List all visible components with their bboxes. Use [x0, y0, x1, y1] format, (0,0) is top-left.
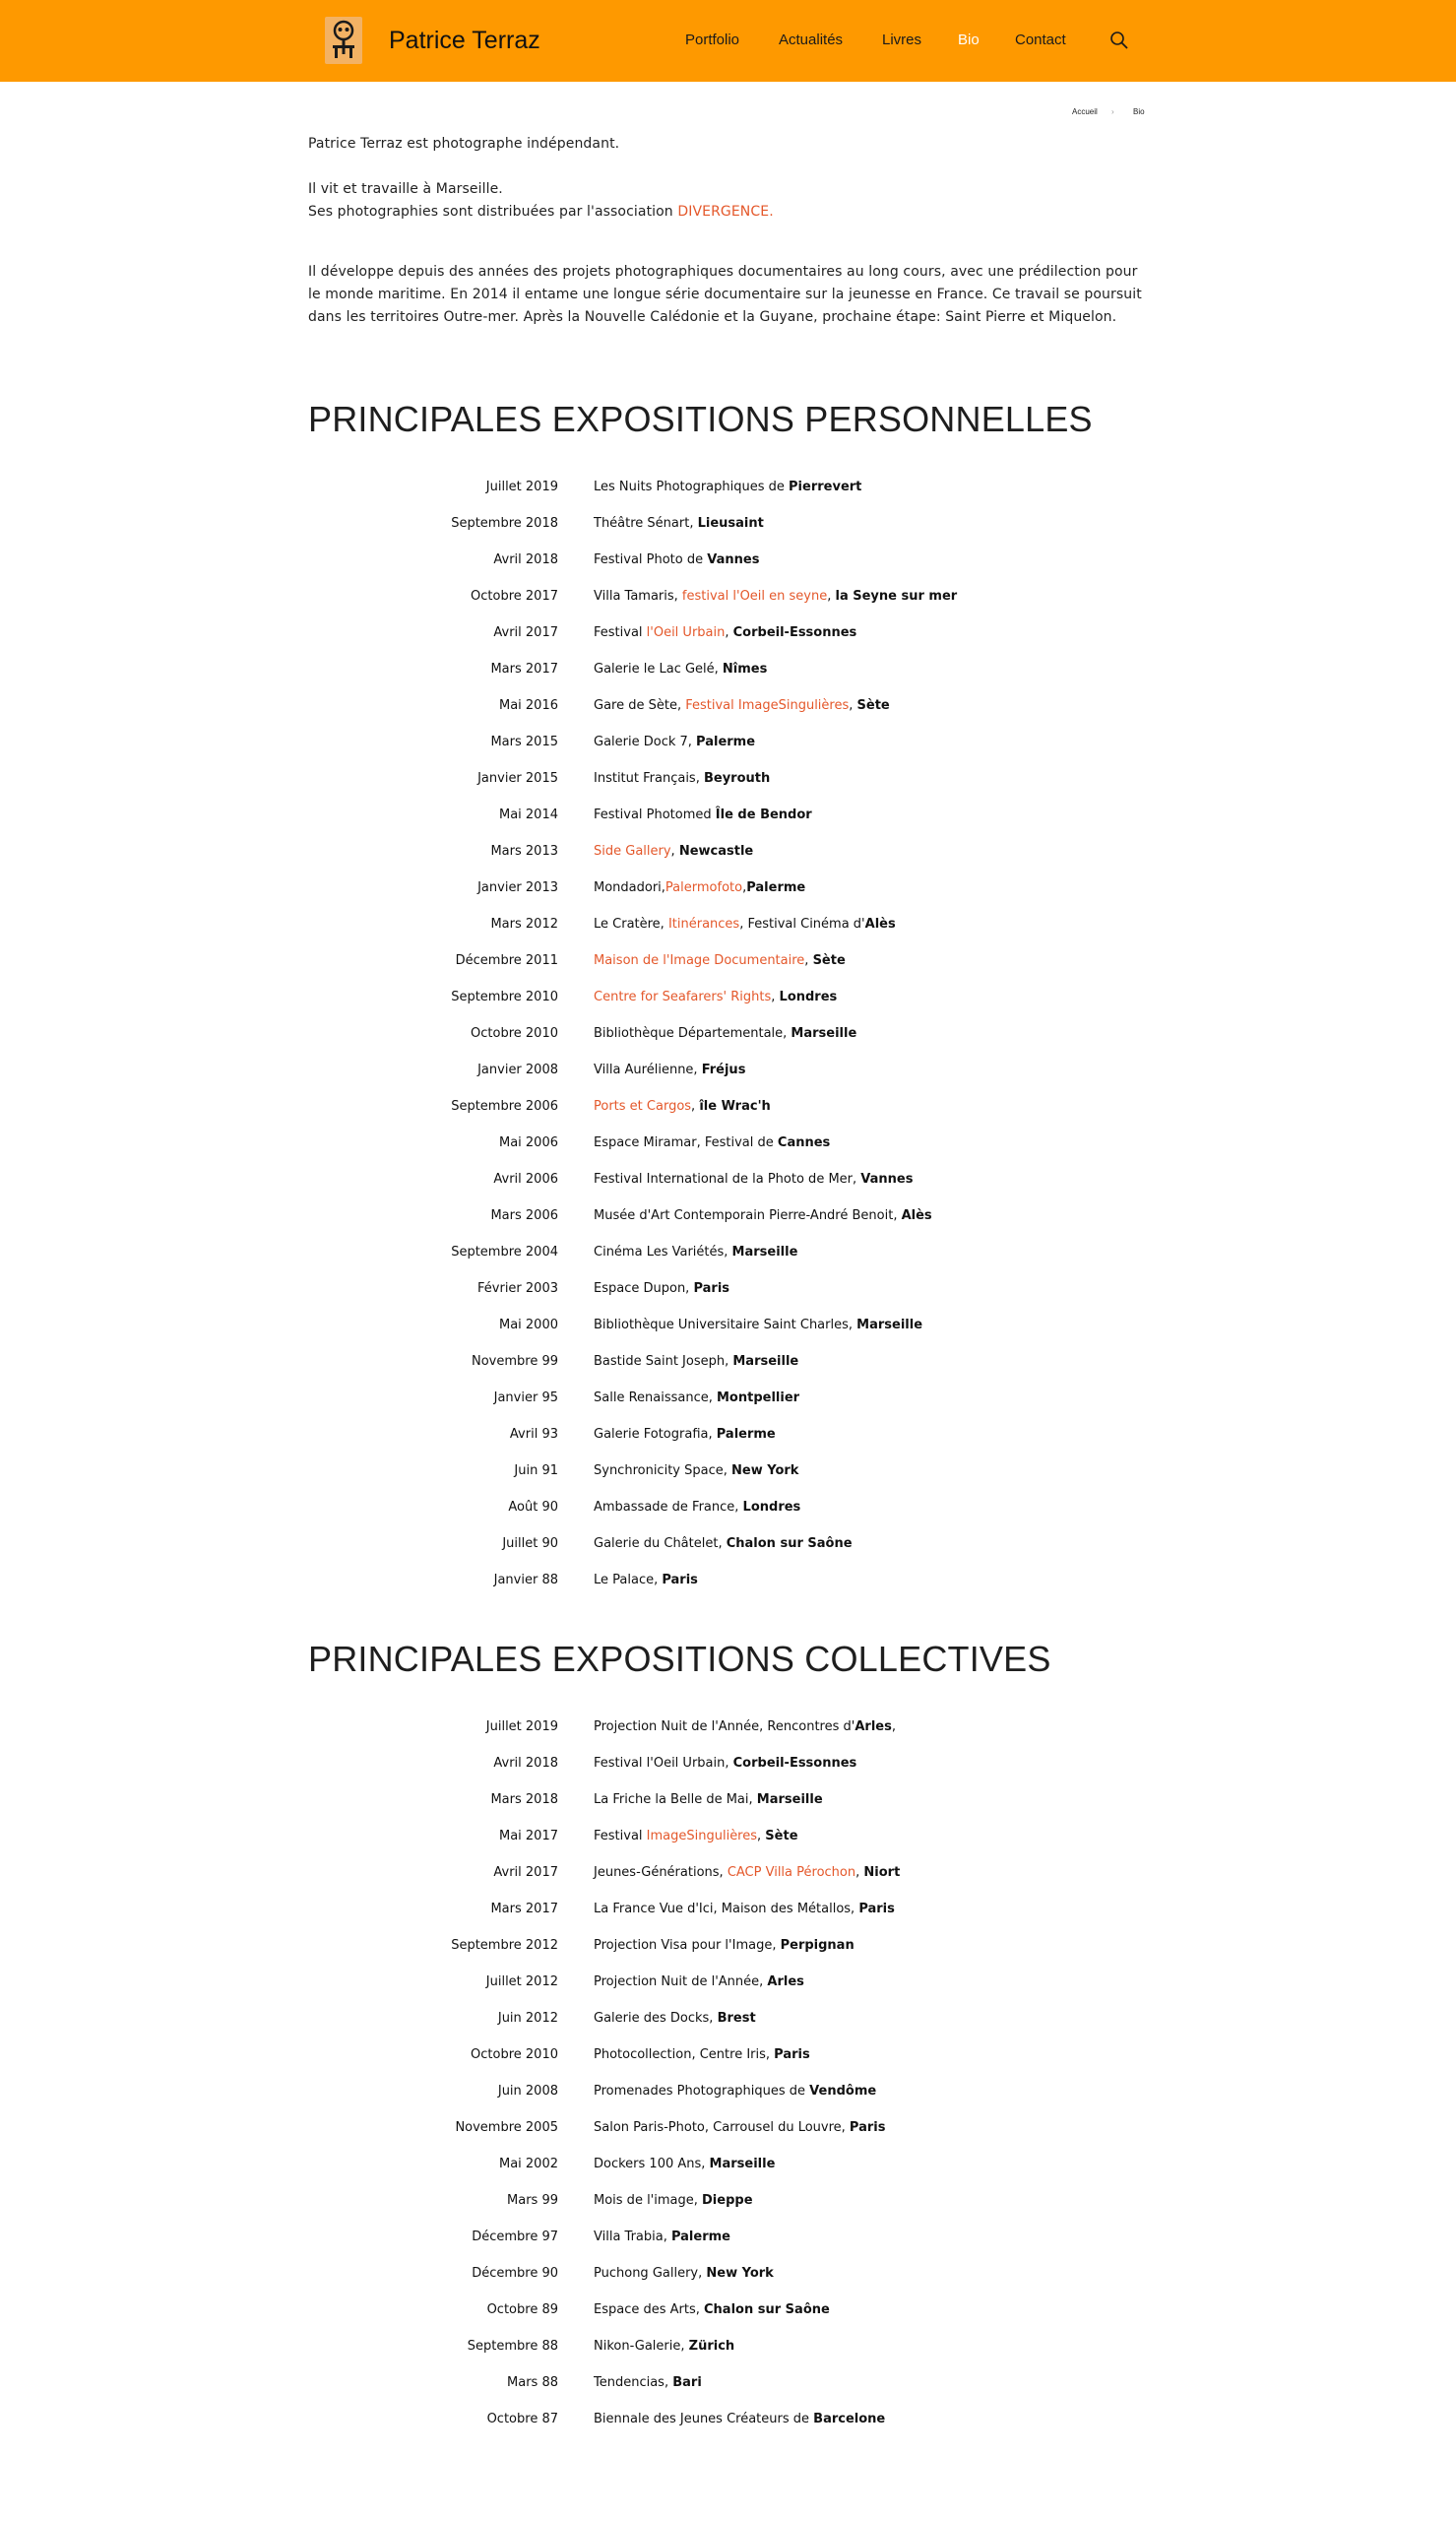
exhibition-date: Mars 2013: [490, 844, 558, 859]
exhibition-venue-text: Promenades Photographiques de: [594, 2084, 810, 2099]
exhibition-venue: [594, 1351, 798, 1373]
exhibition-date: Mai 2000: [498, 1318, 558, 1332]
exhibition-city: Paris: [858, 1902, 895, 1916]
exhibition-venue: [594, 549, 759, 571]
exhibition-venue: [594, 1497, 800, 1519]
nav-livres[interactable]: Livres: [882, 32, 922, 48]
exhibition-venue: [594, 1169, 913, 1191]
exhibition-date: Janvier 2013: [477, 880, 558, 895]
exhibition-row: [0, 1789, 1456, 1811]
exhibition-venue-text: Mois de l'image,: [594, 2193, 703, 2208]
exhibition-city: Marseille: [732, 1354, 799, 1369]
exhibition-row: [0, 1826, 1456, 1847]
exhibition-row: [0, 950, 1456, 972]
exhibition-date: Avril 2006: [493, 1172, 558, 1187]
exhibition-venue: [594, 2008, 756, 2030]
exhibition-row: [0, 1096, 1456, 1118]
exhibition-row: [0, 2372, 1456, 2394]
exhibition-city: Paris: [662, 1573, 698, 1587]
logo-figure-icon: [325, 17, 362, 64]
exhibition-city: Palerme: [716, 1427, 776, 1442]
exhibition-city: Sète: [856, 698, 890, 713]
exhibition-row: [0, 1460, 1456, 1482]
exhibition-date: Décembre 2011: [455, 953, 558, 968]
exhibition-row: [0, 549, 1456, 571]
exhibition-venue: [594, 2227, 730, 2248]
exhibition-venue-text: Festival l'Oeil Urbain,: [594, 1756, 733, 1771]
exhibition-venue: [594, 1753, 856, 1775]
exhibition-venue: [594, 1278, 729, 1300]
exhibition-date: Juillet 2012: [485, 1974, 558, 1989]
exhibition-venue: [594, 1096, 771, 1118]
exhibition-venue-text: Mondadori,: [594, 880, 665, 895]
exhibition-link[interactable]: l'Oeil Urbain: [646, 625, 726, 640]
exhibition-venue-text: La France Vue d'Ici, Maison des Métallos,: [594, 1902, 859, 1916]
exhibition-city: Corbeil-Essonnes: [732, 625, 857, 640]
exhibition-date: Septembre 2006: [451, 1099, 558, 1114]
exhibition-venue-text: Salle Renaissance,: [594, 1390, 717, 1405]
exhibition-link[interactable]: Centre for Seafarers' Rights: [594, 990, 772, 1004]
exhibition-venue-text: Espace Miramar, Festival de: [594, 1135, 778, 1150]
exhibition-venue-text: Théâtre Sénart,: [594, 516, 698, 531]
site-logo[interactable]: [325, 17, 362, 64]
exhibition-city: Marseille: [791, 1026, 857, 1041]
exhibition-date: Mars 2018: [490, 1792, 558, 1807]
exhibition-city: Brest: [717, 2011, 756, 2026]
exhibition-city: Arles: [855, 1719, 892, 1734]
breadcrumb-current: Bio: [1133, 107, 1145, 116]
exhibition-venue: [594, 695, 890, 717]
exhibition-city: Beyrouth: [703, 771, 771, 786]
exhibition-date: Décembre 97: [472, 2230, 558, 2244]
exhibition-city: la Seyne sur mer: [835, 589, 958, 604]
exhibition-date: Décembre 90: [472, 2266, 558, 2281]
exhibition-city: New York: [706, 2266, 774, 2281]
exhibition-venue: [594, 2154, 775, 2175]
exhibition-city: Marseille: [731, 1245, 798, 1260]
exhibition-row: [0, 1351, 1456, 1373]
exhibition-venue-text: ,: [771, 990, 780, 1004]
exhibition-row: [0, 2154, 1456, 2175]
exhibition-city: Zürich: [688, 2339, 735, 2354]
exhibition-city: Vendôme: [809, 2084, 877, 2099]
exhibition-row: [0, 987, 1456, 1008]
exhibition-venue-text: Bastide Saint Joseph,: [594, 1354, 733, 1369]
exhibition-row: [0, 2117, 1456, 2139]
exhibition-date: Avril 2018: [493, 552, 558, 567]
exhibition-date: Avril 2017: [493, 1865, 558, 1880]
exhibition-venue-text: ,: [691, 1099, 700, 1114]
exhibition-city: Arles: [767, 1974, 804, 1989]
exhibition-venue: [594, 1862, 900, 1884]
exhibition-venue-text: Dockers 100 Ans,: [594, 2157, 710, 2171]
exhibition-date: Janvier 2015: [477, 771, 558, 786]
exhibition-row: [0, 805, 1456, 826]
exhibition-city: Montpellier: [717, 1390, 800, 1405]
exhibition-city: île Wrac'h: [699, 1099, 771, 1114]
exhibition-row: [0, 1862, 1456, 1884]
exhibition-date: Juillet 90: [502, 1536, 558, 1551]
exhibition-venue-text: Espace des Arts,: [594, 2302, 705, 2317]
exhibition-date: Octobre 2010: [471, 1026, 558, 1041]
exhibition-city: Dieppe: [702, 2193, 753, 2208]
exhibition-venue: [594, 2190, 753, 2212]
exhibition-venue-text: ,: [804, 953, 813, 968]
exhibition-row: [0, 2336, 1456, 2358]
top-header-bar: [0, 0, 1456, 82]
exhibition-date: Octobre 2017: [471, 589, 558, 604]
exhibition-row: [0, 2044, 1456, 2066]
exhibition-venue-text: Tendencias,: [594, 2375, 673, 2390]
exhibition-venue: [594, 1716, 896, 1738]
intro-line-3-prefix: Ses photographies sont distribuées par l'association: [308, 204, 678, 220]
exhibition-date: Juin 91: [514, 1463, 558, 1478]
exhibition-venue-text: Projection Nuit de l'Année, Rencontres d': [594, 1719, 855, 1734]
exhibition-row: [0, 1315, 1456, 1336]
exhibition-date: Novembre 2005: [455, 2120, 558, 2135]
exhibition-venue-text: Festival: [594, 1829, 647, 1843]
personal-exhibitions-title: PRINCIPALES EXPOSITIONS PERSONNELLES: [308, 399, 1093, 439]
exhibition-venue-text: Villa Tamaris,: [594, 589, 682, 604]
exhibition-venue-text: Villa Trabia,: [594, 2230, 671, 2244]
exhibition-venue-text: ,: [670, 844, 679, 859]
exhibition-venue: [594, 622, 856, 644]
exhibition-date: Octobre 89: [486, 2302, 558, 2317]
exhibition-city: Londres: [779, 990, 838, 1004]
exhibition-row: [0, 1424, 1456, 1446]
exhibition-city: Paris: [774, 2047, 810, 2062]
exhibition-venue-text: Le Cratère,: [594, 917, 668, 932]
exhibition-city: Alès: [864, 917, 896, 932]
exhibition-venue-text: ,: [855, 1865, 864, 1880]
exhibition-row: [0, 2190, 1456, 2212]
exhibition-date: Janvier 88: [493, 1573, 558, 1587]
exhibition-row: [0, 1060, 1456, 1081]
exhibition-venue: [594, 1899, 895, 1920]
exhibition-venue: [594, 1460, 798, 1482]
exhibition-venue: [594, 1315, 922, 1336]
exhibition-venue: [594, 914, 896, 936]
exhibition-venue: [594, 732, 755, 753]
exhibition-link[interactable]: festival l'Oeil en seyne: [681, 589, 828, 604]
exhibition-row: [0, 1899, 1456, 1920]
exhibition-row: [0, 695, 1456, 717]
exhibition-venue: [594, 659, 767, 680]
divergence-link[interactable]: DIVERGENCE: [677, 204, 770, 220]
exhibition-venue-text: ,: [891, 1719, 896, 1734]
exhibition-city: Marseille: [856, 1318, 923, 1332]
exhibition-date: Mars 2012: [490, 917, 558, 932]
exhibition-city: Lieusaint: [697, 516, 764, 531]
exhibition-date: Mars 2015: [490, 735, 558, 749]
exhibition-venue-text: Festival: [594, 625, 647, 640]
exhibition-venue: [594, 2372, 702, 2394]
intro-paragraph: Il développe depuis des années des projets photographiques documentaires au long cours, avec une prédilection pour le monde maritime. En 2014 il entame une longue série documentaire sur la jeunesse en France. Ce travail se poursuit dans les territoires Outre-mer. Après la Nouvelle Calédonie et la Guyane, prochaine étape: Saint Pierre et Miquelon.: [308, 264, 1142, 325]
exhibition-row: [0, 1205, 1456, 1227]
breadcrumb-home[interactable]: Accueil: [1072, 107, 1098, 116]
exhibition-venue-text: La Friche la Belle de Mai,: [594, 1792, 757, 1807]
intro-line-2: Il vit et travaille à Marseille.: [308, 181, 503, 197]
exhibition-row: [0, 659, 1456, 680]
exhibition-venue-text: Festival Photomed: [594, 808, 716, 822]
exhibition-venue-text: , Festival Cinéma d': [739, 917, 865, 932]
exhibition-city: Marseille: [756, 1792, 823, 1807]
exhibition-city: Palerme: [746, 880, 806, 895]
exhibition-row: [0, 1753, 1456, 1775]
exhibition-link[interactable]: ImageSingulières: [646, 1829, 758, 1843]
exhibition-row: [0, 1278, 1456, 1300]
exhibition-row: [0, 1972, 1456, 1993]
exhibition-date: Septembre 2018: [451, 516, 558, 531]
exhibition-venue-text: Jeunes-Générations,: [594, 1865, 728, 1880]
exhibition-date: Janvier 95: [493, 1390, 558, 1405]
exhibition-city: Corbeil-Essonnes: [732, 1756, 857, 1771]
exhibition-row: [0, 1388, 1456, 1409]
exhibition-row: [0, 477, 1456, 498]
exhibition-link[interactable]: Festival ImageSingulières: [685, 698, 850, 713]
exhibition-date: Mars 88: [507, 2375, 558, 2390]
exhibition-date: Mai 2014: [498, 808, 558, 822]
exhibition-row: [0, 622, 1456, 644]
exhibition-venue: [594, 2081, 876, 2102]
exhibition-city: Nîmes: [722, 662, 768, 677]
exhibition-venue-text: Nikon-Galerie,: [594, 2339, 689, 2354]
exhibition-venue-text: Gare de Sète,: [594, 698, 686, 713]
exhibition-link[interactable]: Side Gallery: [594, 844, 671, 859]
exhibition-row: [0, 1023, 1456, 1045]
exhibition-row: [0, 914, 1456, 936]
exhibition-date: Mai 2016: [498, 698, 558, 713]
exhibition-date: Mars 99: [507, 2193, 558, 2208]
exhibition-venue: [594, 513, 764, 535]
exhibition-venue-text: ,: [725, 625, 733, 640]
exhibition-venue-text: Salon Paris-Photo, Carrousel du Louvre,: [594, 2120, 850, 2135]
exhibition-date: Octobre 87: [486, 2412, 558, 2426]
exhibition-venue-text: Galerie Fotografia,: [594, 1427, 717, 1442]
site-title[interactable]: Patrice Terraz: [389, 27, 540, 54]
exhibition-city: Newcastle: [678, 844, 754, 859]
exhibition-venue: [594, 768, 770, 790]
exhibition-city: Sète: [765, 1829, 798, 1843]
exhibition-venue-text: Galerie Dock 7,: [594, 735, 697, 749]
exhibition-date: Mai 2002: [498, 2157, 558, 2171]
exhibition-venue: [594, 1242, 797, 1263]
exhibition-venue-text: Villa Aurélienne,: [594, 1063, 702, 1077]
exhibition-venue-text: Bibliothèque Universitaire Saint Charles,: [594, 1318, 857, 1332]
exhibition-date: Février 2003: [477, 1281, 558, 1296]
exhibition-date: Avril 2017: [493, 625, 558, 640]
exhibition-venue: [594, 1060, 745, 1081]
exhibition-venue: [594, 2263, 774, 2285]
intro-line-3-suffix: .: [769, 204, 774, 220]
exhibition-row: [0, 2409, 1456, 2430]
exhibition-venue-text: Cinéma Les Variétés,: [594, 1245, 732, 1260]
exhibition-venue: [594, 1972, 804, 1993]
exhibition-venue-text: Ambassade de France,: [594, 1500, 743, 1515]
exhibition-venue: [594, 987, 837, 1008]
exhibition-venue-text: Bibliothèque Départementale,: [594, 1026, 791, 1041]
exhibition-venue-text: Espace Dupon,: [594, 1281, 694, 1296]
exhibition-venue-text: Synchronicity Space,: [594, 1463, 731, 1478]
exhibition-venue-text: ,: [742, 880, 747, 895]
intro-line-1: Patrice Terraz est photographe indépendant.: [308, 136, 620, 152]
exhibition-venue: [594, 2117, 885, 2139]
exhibition-city: Barcelone: [813, 2412, 886, 2426]
exhibition-venue: [594, 2336, 734, 2358]
exhibition-venue-text: ,: [757, 1829, 766, 1843]
exhibition-venue: [594, 1533, 853, 1555]
exhibition-venue-text: Les Nuits Photographiques de: [594, 480, 790, 494]
exhibition-venue: [594, 2299, 830, 2321]
exhibition-row: [0, 1570, 1456, 1591]
exhibition-date: Novembre 99: [471, 1354, 558, 1369]
exhibition-venue-text: Galerie du Châtelet,: [594, 1536, 727, 1551]
exhibition-city: Paris: [693, 1281, 730, 1296]
exhibition-venue-text: Puchong Gallery,: [594, 2266, 707, 2281]
exhibition-row: [0, 1533, 1456, 1555]
exhibition-row: [0, 768, 1456, 790]
intro-line-3: [308, 201, 774, 224]
exhibition-city: New York: [731, 1463, 799, 1478]
exhibition-row: [0, 2299, 1456, 2321]
exhibition-venue-text: ,: [827, 589, 836, 604]
exhibition-row: [0, 1935, 1456, 1957]
breadcrumb-separator: ›: [1111, 107, 1114, 116]
exhibition-row: [0, 841, 1456, 863]
exhibition-link[interactable]: Itinérances: [667, 917, 740, 932]
exhibition-date: Mars 2017: [490, 1902, 558, 1916]
exhibition-date: Septembre 88: [467, 2339, 558, 2354]
exhibition-venue-text: Le Palace,: [594, 1573, 663, 1587]
exhibition-city: Vannes: [860, 1172, 914, 1187]
exhibition-row: [0, 877, 1456, 899]
exhibition-row: [0, 513, 1456, 535]
exhibition-venue-text: Biennale des Jeunes Créateurs de: [594, 2412, 814, 2426]
exhibition-city: Perpignan: [780, 1938, 855, 1953]
exhibition-date: Septembre 2010: [451, 990, 558, 1004]
exhibition-venue-text: Galerie le Lac Gelé,: [594, 662, 723, 677]
exhibition-venue-text: Institut Français,: [594, 771, 704, 786]
exhibition-venue: [594, 1424, 776, 1446]
exhibition-city: Paris: [849, 2120, 886, 2135]
exhibition-row: [0, 732, 1456, 753]
exhibition-row: [0, 1242, 1456, 1263]
exhibition-venue: [594, 1570, 698, 1591]
exhibition-row: [0, 1716, 1456, 1738]
exhibition-link[interactable]: Palermofoto: [665, 880, 743, 895]
exhibition-venue: [594, 1205, 932, 1227]
exhibition-date: Mai 2006: [498, 1135, 558, 1150]
exhibition-venue: [594, 1826, 798, 1847]
exhibition-date: Mai 2017: [498, 1829, 558, 1843]
exhibition-date: Septembre 2004: [451, 1245, 558, 1260]
exhibition-city: Londres: [742, 1500, 801, 1515]
exhibition-date: Avril 93: [509, 1427, 558, 1442]
exhibition-venue: [594, 2044, 810, 2066]
exhibition-date: Avril 2018: [493, 1756, 558, 1771]
exhibition-city: Marseille: [709, 2157, 776, 2171]
exhibition-link[interactable]: Maison de l'Image Documentaire: [594, 953, 805, 968]
exhibition-row: [0, 1497, 1456, 1519]
exhibition-city: Cannes: [777, 1135, 831, 1150]
collective-exhibitions-title: PRINCIPALES EXPOSITIONS COLLECTIVES: [308, 1639, 1051, 1679]
exhibition-row: [0, 1132, 1456, 1154]
exhibition-venue-text: Galerie des Docks,: [594, 2011, 718, 2026]
exhibition-venue: [594, 877, 805, 899]
nav-portfolio[interactable]: Portfolio: [685, 32, 740, 48]
exhibition-city: Palerme: [670, 2230, 730, 2244]
exhibition-venue: [594, 1935, 855, 1957]
exhibition-row: [0, 2081, 1456, 2102]
exhibition-venue-text: Photocollection, Centre Iris,: [594, 2047, 775, 2062]
exhibition-date: Octobre 2010: [471, 2047, 558, 2062]
exhibition-row: [0, 586, 1456, 608]
exhibition-city: Vannes: [707, 552, 760, 567]
exhibition-row: [0, 1169, 1456, 1191]
exhibition-city: Alès: [901, 1208, 932, 1223]
exhibition-date: Juillet 2019: [485, 1719, 558, 1734]
exhibition-city: Bari: [672, 2375, 702, 2390]
exhibition-date: Juin 2008: [497, 2084, 558, 2099]
exhibition-date: Août 90: [508, 1500, 558, 1515]
exhibition-city: Pierrevert: [789, 480, 862, 494]
exhibition-city: Niort: [863, 1865, 901, 1880]
exhibition-row: [0, 2227, 1456, 2248]
exhibition-venue: [594, 586, 957, 608]
exhibition-venue-text: Festival International de la Photo de Mer,: [594, 1172, 861, 1187]
nav-contact[interactable]: Contact: [1015, 32, 1066, 48]
exhibition-link[interactable]: CACP Villa Pérochon: [727, 1865, 856, 1880]
exhibition-date: Septembre 2012: [451, 1938, 558, 1953]
exhibition-city: Fréjus: [701, 1063, 746, 1077]
exhibition-city: Île de Bendor: [715, 808, 812, 822]
exhibition-venue-text: ,: [849, 698, 857, 713]
nav-bio[interactable]: Bio: [958, 32, 980, 48]
exhibition-date: Juillet 2019: [485, 480, 558, 494]
exhibition-venue: [594, 950, 846, 972]
exhibition-city: Sète: [812, 953, 846, 968]
search-icon[interactable]: [1109, 31, 1129, 50]
exhibition-venue-text: Festival Photo de: [594, 552, 708, 567]
exhibition-link[interactable]: Ports et Cargos: [594, 1099, 692, 1114]
exhibition-venue: [594, 1023, 856, 1045]
exhibition-venue: [594, 2409, 885, 2430]
exhibition-row: [0, 2263, 1456, 2285]
exhibition-venue-text: Musée d'Art Contemporain Pierre-André Benoit,: [594, 1208, 902, 1223]
exhibition-city: Chalon sur Saône: [704, 2302, 830, 2317]
exhibition-date: Janvier 2008: [477, 1063, 558, 1077]
exhibition-date: Mars 2017: [490, 662, 558, 677]
exhibition-venue: [594, 1388, 799, 1409]
exhibition-city: Palerme: [696, 735, 756, 749]
exhibition-venue: [594, 805, 812, 826]
exhibition-venue-text: Projection Visa pour l'Image,: [594, 1938, 781, 1953]
nav-actualites[interactable]: Actualités: [779, 32, 844, 48]
exhibition-venue-text: Projection Nuit de l'Année,: [594, 1974, 768, 1989]
exhibition-venue: [594, 1132, 830, 1154]
exhibition-city: Chalon sur Saône: [726, 1536, 853, 1551]
exhibition-date: Mars 2006: [490, 1208, 558, 1223]
exhibition-venue: [594, 477, 861, 498]
exhibition-venue: [594, 841, 753, 863]
exhibition-date: Juin 2012: [497, 2011, 558, 2026]
exhibition-venue: [594, 1789, 823, 1811]
exhibition-row: [0, 2008, 1456, 2030]
